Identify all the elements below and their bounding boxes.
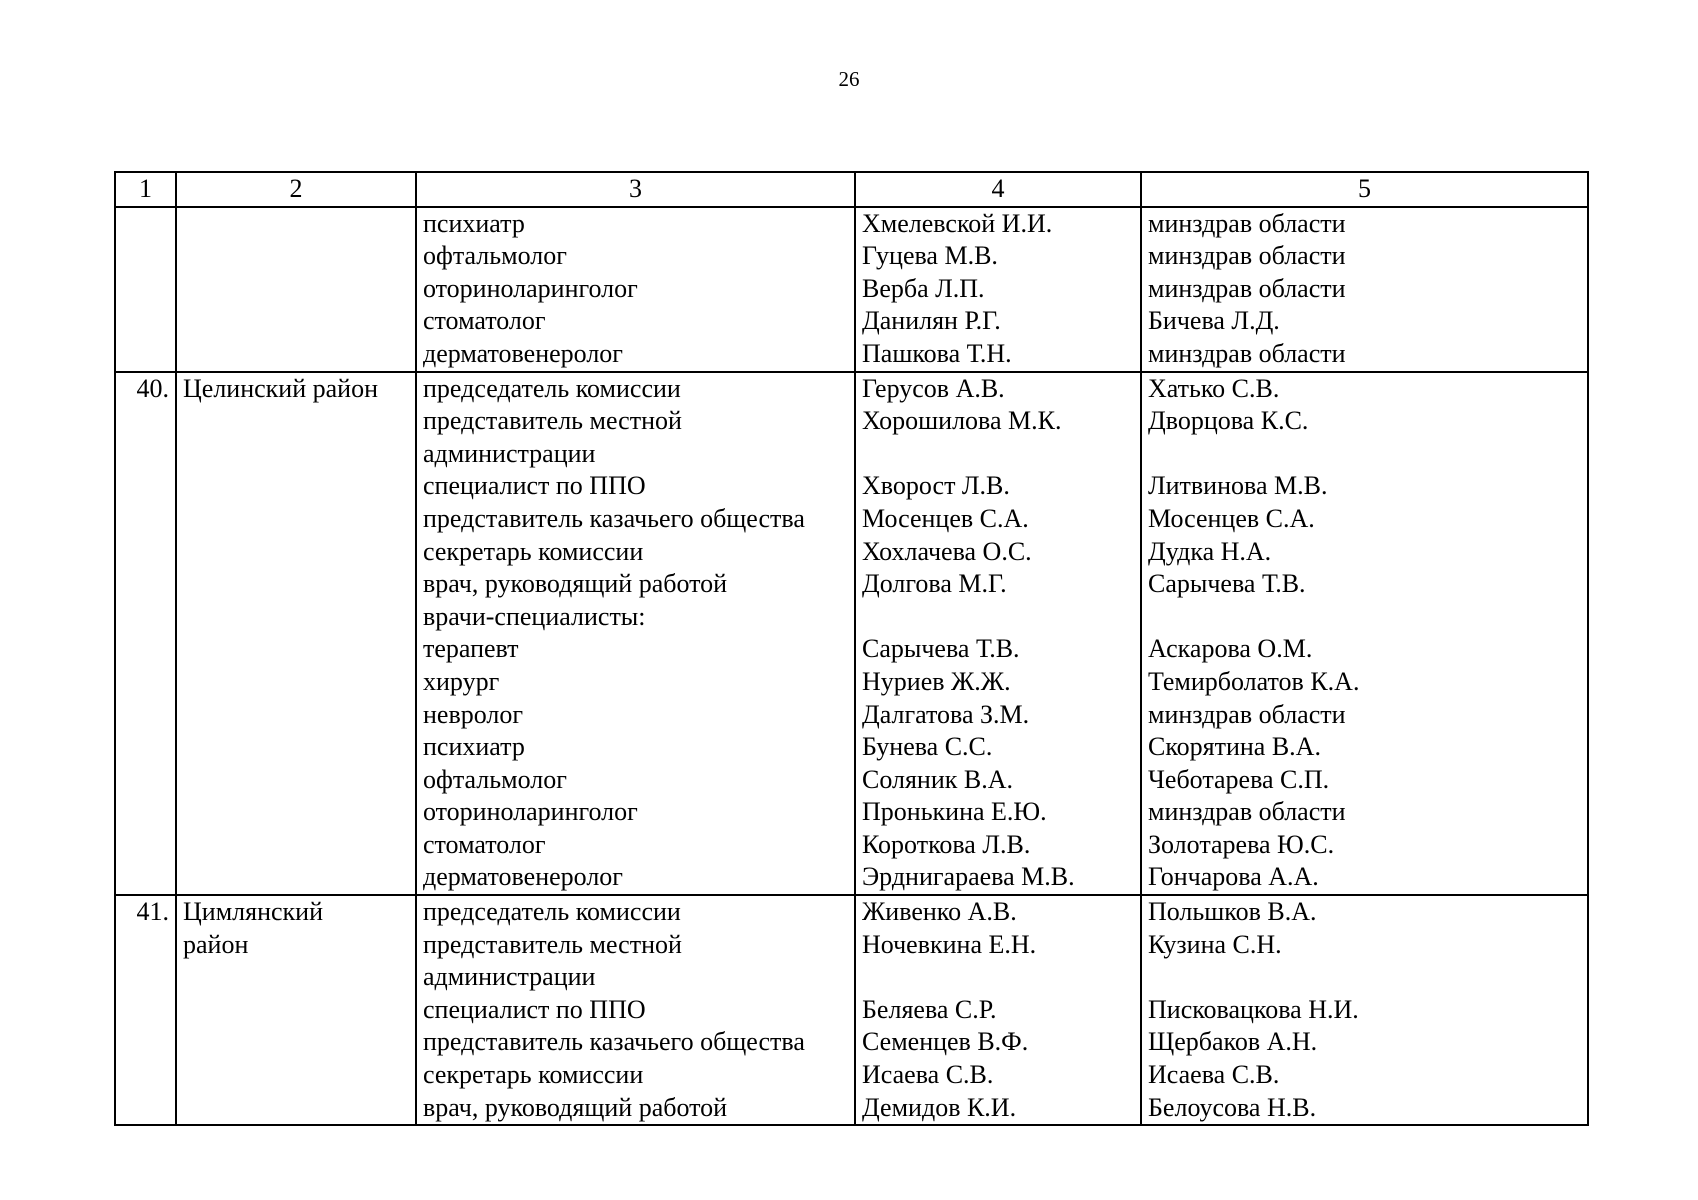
table-body <box>115 207 1588 1126</box>
role: оториноларинголог <box>423 273 638 303</box>
role: психиатр <box>423 732 525 762</box>
table-header-row <box>115 172 1588 207</box>
commission-table <box>114 171 1589 1126</box>
role: представитель казачьего общества <box>423 1027 805 1057</box>
member-name: Исаева С.В. <box>862 1060 994 1090</box>
member-name <box>862 961 1134 994</box>
substitute-name: Сарычева Т.В. <box>1148 569 1306 599</box>
substitute-name-cell <box>1141 207 1588 372</box>
substitute-name: Писковацкова Н.И. <box>1148 994 1359 1024</box>
district-cell <box>176 895 416 1125</box>
member-name: Ночевкина Е.Н. <box>862 929 1037 959</box>
substitute-name: Белоусова Н.В. <box>1148 1092 1317 1122</box>
role: администрации <box>423 438 596 468</box>
column-header-5: 5 <box>1141 172 1588 207</box>
substitute-name: минздрав области <box>1148 699 1346 729</box>
member-name: Хохлачева О.С. <box>862 536 1032 566</box>
role-cell <box>416 207 855 372</box>
role: представитель казачьего общества <box>423 503 805 533</box>
column-header-3: 3 <box>416 172 855 207</box>
role: председатель комиссии <box>423 897 681 927</box>
member-name: Бунева С.С. <box>862 732 993 762</box>
page-number: 26 <box>838 67 860 91</box>
row-number-cell <box>115 895 176 1125</box>
substitute-name: минздрав области <box>1148 208 1346 238</box>
substitute-name: Аскарова О.М. <box>1148 634 1313 664</box>
substitute-name: Чеботарева С.П. <box>1148 764 1330 794</box>
member-name: Сарычева Т.В. <box>862 634 1020 664</box>
role: терапевт <box>423 634 519 664</box>
substitute-name: Мосенцев С.А. <box>1148 503 1315 533</box>
district-name: Цимлянский <box>183 897 323 927</box>
district-name: район <box>183 929 249 959</box>
role: врач, руководящий работой <box>423 1092 728 1122</box>
role: специалист по ППО <box>423 471 646 501</box>
district-cell <box>176 372 416 896</box>
member-name: Беляева С.Р. <box>862 994 997 1024</box>
member-name-cell <box>855 895 1141 1125</box>
substitute-name: минздрав области <box>1148 273 1346 303</box>
table-row <box>115 372 1588 896</box>
substitute-name: Дудка Н.А. <box>1148 536 1272 566</box>
row-number: 41. <box>136 897 169 927</box>
member-name <box>862 601 1134 634</box>
member-name: Мосенцев С.А. <box>862 503 1029 533</box>
substitute-name: минздрав области <box>1148 241 1346 271</box>
role: офтальмолог <box>423 764 567 794</box>
member-name <box>862 438 1134 471</box>
substitute-name: Кузина С.Н. <box>1148 929 1282 959</box>
column-header-2: 2 <box>176 172 416 207</box>
district-cell <box>176 207 416 372</box>
table-row <box>115 207 1588 372</box>
member-name: Демидов К.И. <box>862 1092 1017 1122</box>
substitute-name: минздрав области <box>1148 338 1346 368</box>
role: хирург <box>423 666 500 696</box>
role: администрации <box>423 962 596 992</box>
substitute-name: Бичева Л.Д. <box>1148 306 1280 336</box>
member-name: Нуриев Ж.Ж. <box>862 666 1011 696</box>
role: врачи-специалисты: <box>423 601 646 631</box>
substitute-name <box>1148 961 1581 994</box>
role: офтальмолог <box>423 241 567 271</box>
substitute-name: Гончарова А.А. <box>1148 862 1319 892</box>
substitute-name-cell <box>1141 895 1588 1125</box>
member-name: Семенцев В.Ф. <box>862 1027 1029 1057</box>
role: психиатр <box>423 208 525 238</box>
row-number-cell <box>115 207 176 372</box>
member-name: Данилян Р.Г. <box>862 306 1001 336</box>
role: представитель местной <box>423 406 682 436</box>
role: секретарь комиссии <box>423 536 644 566</box>
member-name: Живенко А.В. <box>862 897 1017 927</box>
substitute-name: Золотарева Ю.С. <box>1148 829 1335 859</box>
table-row <box>115 895 1588 1125</box>
member-name: Гуцева М.В. <box>862 241 998 271</box>
role-cell <box>416 895 855 1125</box>
member-name: Короткова Л.В. <box>862 829 1031 859</box>
substitute-name: Хатько С.В. <box>1148 373 1280 403</box>
member-name: Хорошилова М.К. <box>862 406 1062 436</box>
role: врач, руководящий работой <box>423 569 728 599</box>
substitute-name: минздрав области <box>1148 797 1346 827</box>
member-name: Верба Л.П. <box>862 273 985 303</box>
member-name: Хворост Л.В. <box>862 471 1010 501</box>
substitute-name-cell <box>1141 372 1588 896</box>
substitute-name <box>1148 438 1581 471</box>
member-name: Пашкова Т.Н. <box>862 338 1012 368</box>
member-name: Соляник В.А. <box>862 764 1014 794</box>
row-number: 40. <box>136 373 169 403</box>
substitute-name: Темирболатов К.А. <box>1148 666 1360 696</box>
substitute-name: Исаева С.В. <box>1148 1060 1280 1090</box>
column-header-1: 1 <box>115 172 176 207</box>
role: дерматовенеролог <box>423 862 623 892</box>
substitute-name: Скорятина В.А. <box>1148 732 1321 762</box>
substitute-name: Щербаков А.Н. <box>1148 1027 1318 1057</box>
role: специалист по ППО <box>423 994 646 1024</box>
role: секретарь комиссии <box>423 1060 644 1090</box>
role: оториноларинголог <box>423 797 638 827</box>
member-name: Хмелевской И.И. <box>862 208 1053 238</box>
member-name-cell <box>855 372 1141 896</box>
member-name: Далгатова З.М. <box>862 699 1030 729</box>
role: представитель местной <box>423 929 682 959</box>
member-name: Эрднигараева М.В. <box>862 862 1075 892</box>
substitute-name <box>1148 601 1581 634</box>
role: стоматолог <box>423 306 546 336</box>
district-name: Целинский район <box>183 373 378 403</box>
member-name: Герусов А.В. <box>862 373 1005 403</box>
role: стоматолог <box>423 829 546 859</box>
substitute-name: Дворцова К.С. <box>1148 406 1309 436</box>
role: невролог <box>423 699 524 729</box>
column-header-4: 4 <box>855 172 1141 207</box>
row-number <box>122 208 169 241</box>
row-number-cell <box>115 372 176 896</box>
role: председатель комиссии <box>423 373 681 403</box>
role: дерматовенеролог <box>423 338 623 368</box>
member-name: Долгова М.Г. <box>862 569 1007 599</box>
substitute-name: Польшков В.А. <box>1148 897 1317 927</box>
substitute-name: Литвинова М.В. <box>1148 471 1328 501</box>
role-cell <box>416 372 855 896</box>
member-name-cell <box>855 207 1141 372</box>
member-name: Пронькина Е.Ю. <box>862 797 1047 827</box>
